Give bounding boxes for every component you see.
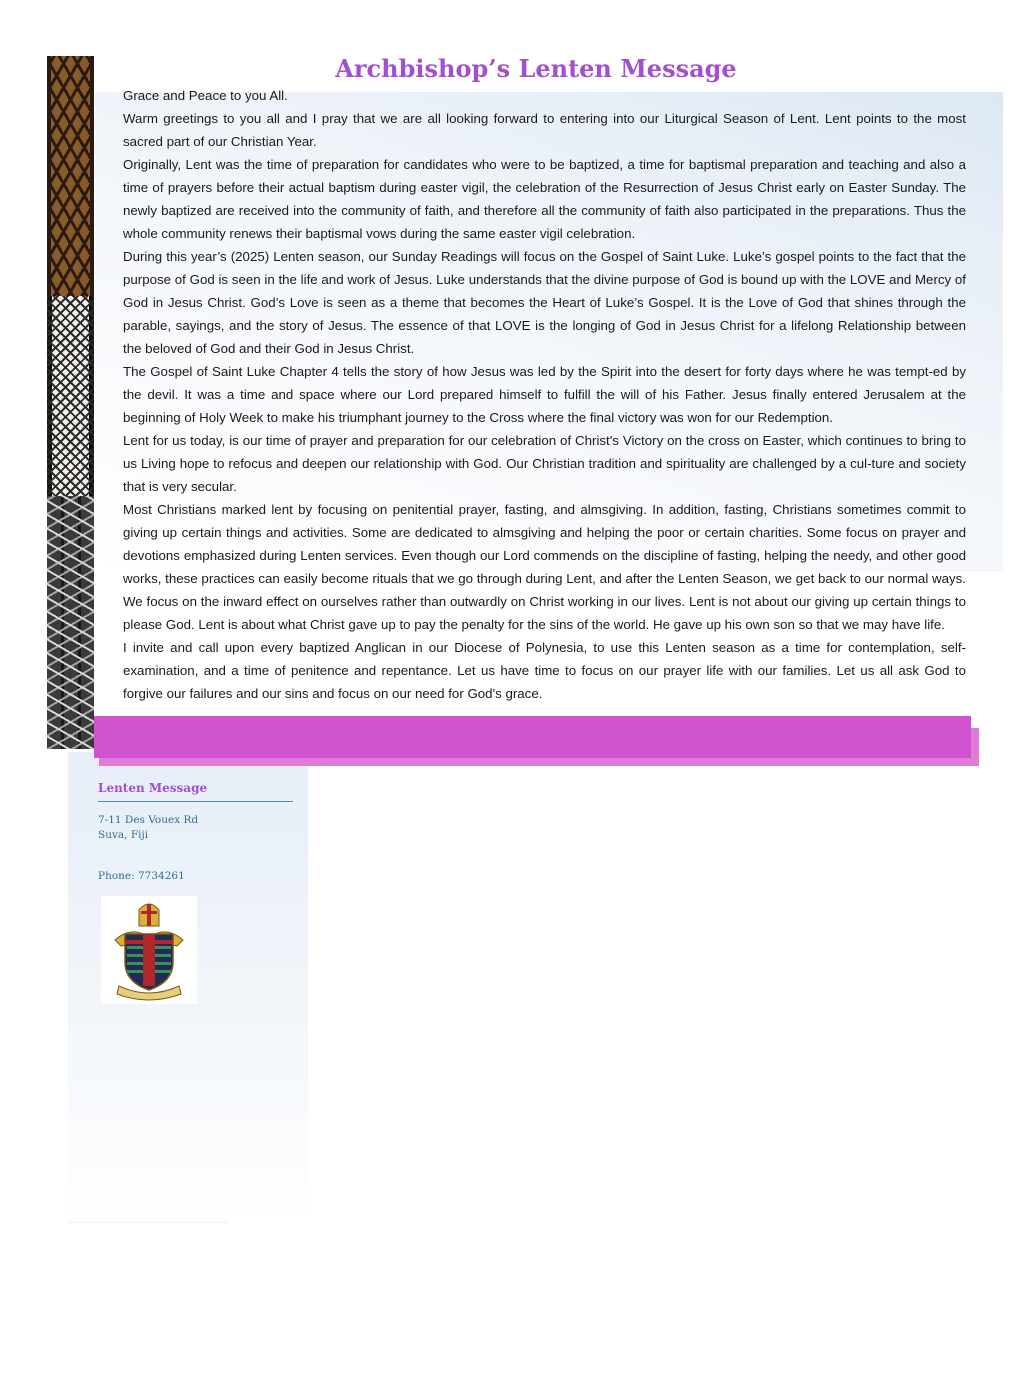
paragraph-luke-chapter-4: The Gospel of Saint Luke Chapter 4 tells the story of how Jesus was led by the Spirit into the desert for forty days where he was tempt-ed by the devil. It was a time and space where our Lord prepared himself to fulfill the will of his Father. Jesus finally entered Jerusalem at the beginning of Holy Week to make his triumphant journey to the Cross where the final victory was won for our Redemption. (123, 364, 966, 425)
address-line-street: 7-11 Des Vouex Rd (98, 814, 199, 826)
sidebar-bottom-rule (68, 1222, 228, 1223)
paragraph-lenten-practices: Most Christians marked lent by focusing on penitential prayer, fasting, and almsgiving. In addition, fasting, Christians sometimes commit to giving up certain things and activities. Some are dedicated to almsgiving and helping the poor or certain charities. Some focus on prayer and devotions emphasized during Lenten services. Even though our Lord commends on the discipline of fasting, helping the needy, and other good works, these practices can easily become rituals that we go through during Lent, and after the Lenten Season, we get back to our normal ways. We focus on the inward effect on ourselves rather than outwardly on Christ working in our lives. Lent is not about our giving up certain things to please God. Lent is about what Christ gave up to pay the penalty for the sins of the world. He gave up his own son so that we may have life. (123, 502, 966, 632)
tapa-pattern-grey (47, 496, 94, 749)
paragraph-invitation: I invite and call upon every baptized Anglican in our Diocese of Polynesia, to use this Lenten season as a time for contemplation, self-examination, and a time of penitence and repentance. Let us have time to focus on our prayer life with our families. Let us all ask God to forgive our failures and our sins and focus on our need for God's grace. (123, 640, 966, 701)
tapa-cloth-border (47, 56, 94, 749)
crest-emblem-icon (101, 896, 197, 1004)
message-body (123, 84, 966, 705)
paragraph-warm-greetings: Warm greetings to you all and I pray that we are all looking forward to entering into our Liturgical Season of Lent. Lent points to the most sacred part of our Christian Year. (123, 111, 966, 149)
page-title: Archbishop’s Lenten Message (335, 54, 737, 83)
paragraph-origins-of-lent: Originally, Lent was the time of preparation for candidates who were to be baptized, a time for baptismal preparation and teaching and also a time of prayers before their actual baptism during easter vigil, the celebration of the Resurrection of Jesus Christ early on Easter Sunday. The newly baptized are received into the community of faith, and therefore all the community of faith also participated in the preparations. Thus the whole community renews their baptismal vows during the same easter vigil celebration. (123, 157, 966, 241)
phone-number: Phone: 7734261 (98, 870, 185, 882)
address-line-city: Suva, Fiji (98, 829, 149, 841)
paragraph-greeting: Grace and Peace to you All. (123, 88, 288, 103)
tapa-pattern-brown (47, 56, 94, 296)
magenta-banner (94, 716, 971, 758)
sidebar-heading-rule (98, 801, 293, 802)
sidebar-heading: Lenten Message (98, 781, 208, 795)
tapa-pattern-white (47, 296, 94, 496)
paragraph-lent-today: Lent for us today, is our time of prayer and preparation for our celebration of Christ's Victory on the cross on Easter, which continues to bring to us Living hope to refocus and deepen our relationship with God. Our Christian tradition and spirituality are challenged by a cul-ture and society that is very secular. (123, 433, 966, 494)
diocese-crest-logo (101, 896, 197, 1004)
paragraph-gospel-of-luke: During this year’s (2025) Lenten season, our Sunday Readings will focus on the Gospel of Saint Luke. Luke’s gospel points to the fact that the purpose of God is seen in the life and work of Jesus. Luke understands that the divine purpose of God is bound up with the LOVE and Mercy of God in Jesus Christ. God’s Love is seen as a theme that becomes the Heart of Luke’s Gospel. It is the Love of God that shines through the parable, sayings, and the story of Jesus. The essence of that LOVE is the longing of God in Jesus Christ for a lifelong Relationship between the beloved of God and their God in Jesus Christ. (123, 249, 966, 356)
